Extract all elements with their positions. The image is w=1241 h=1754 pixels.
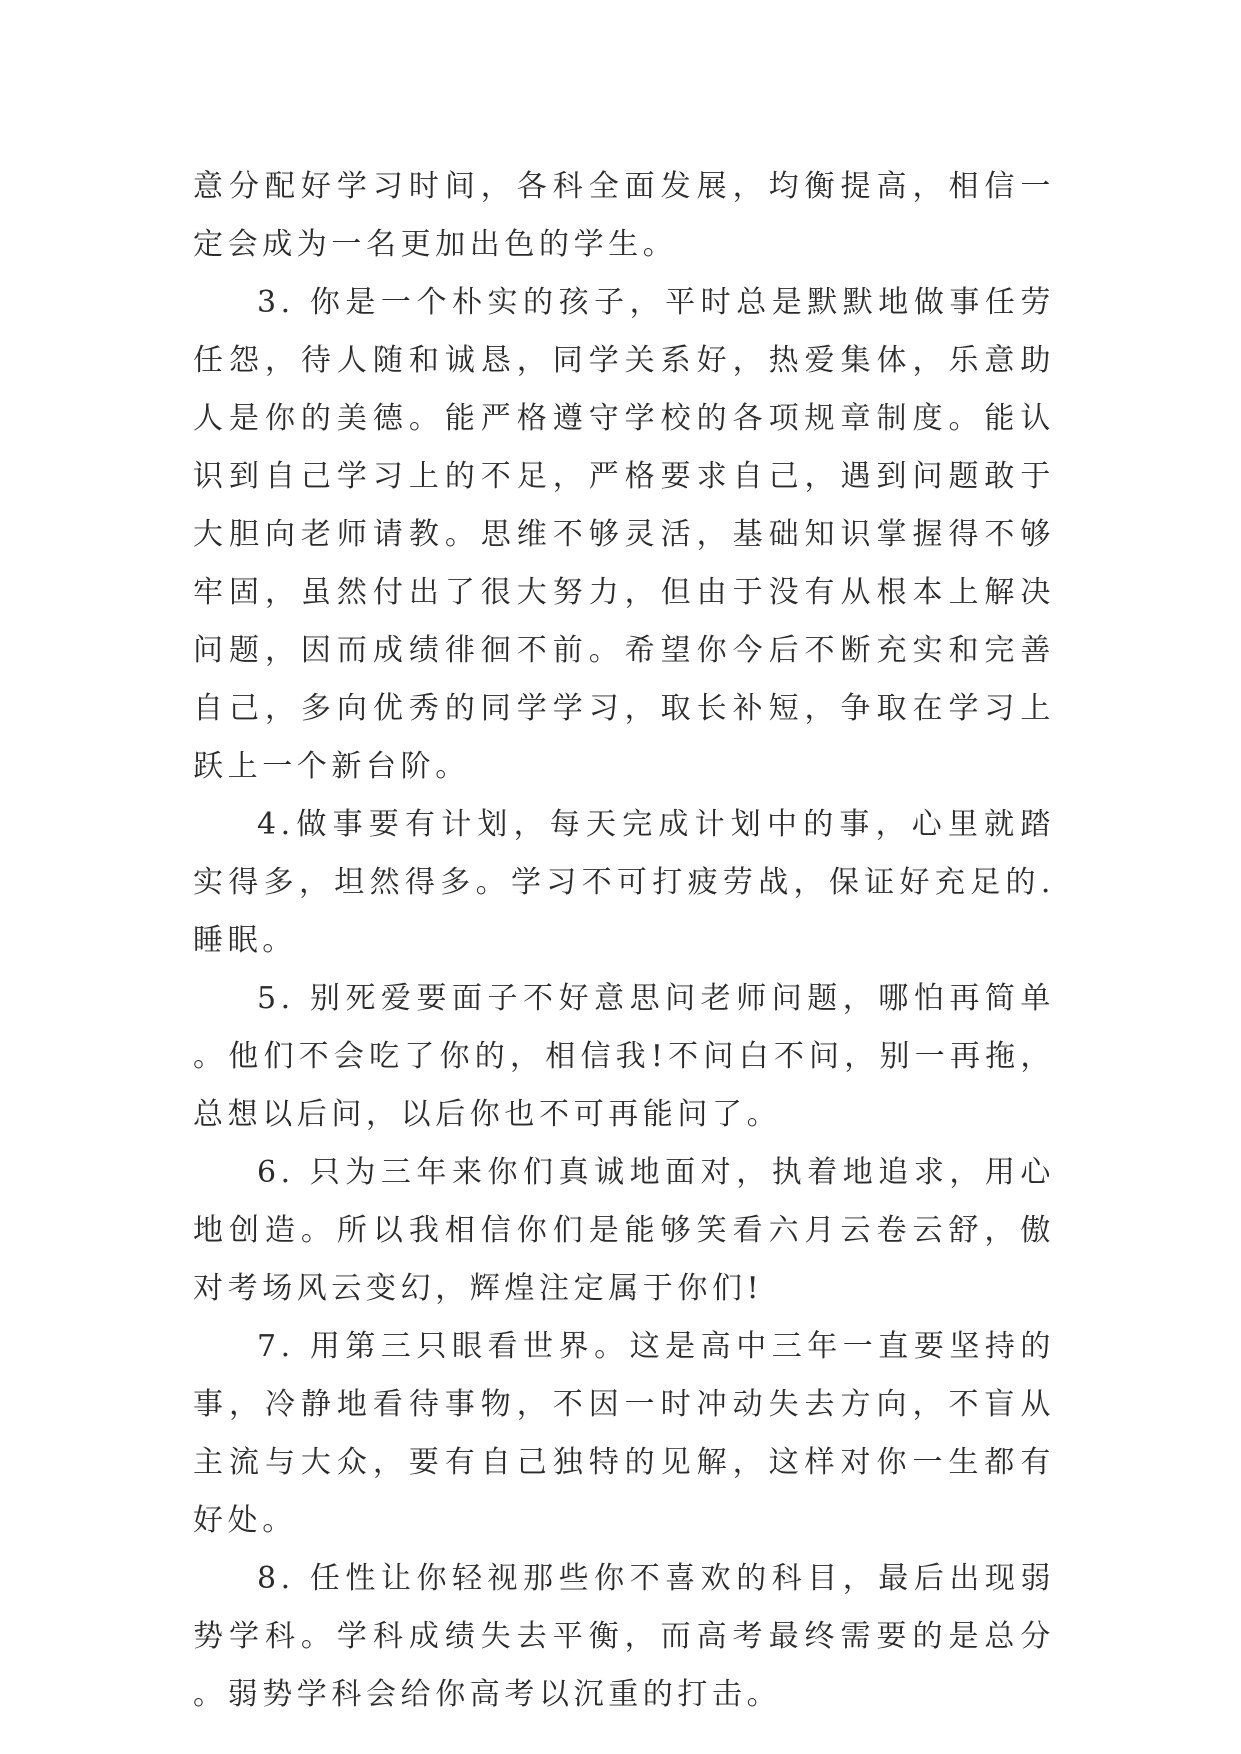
paragraph-item-8: 8. 任性让你轻视那些你不喜欢的科目，最后出现弱势学科。学科成绩失去平衡，而高考最终需要的是总分。弱势学科会给你高考以沉重的打击。 — [193, 1561, 1055, 1712]
paragraph-item-7: 7. 用第三只眼看世界。这是高中三年一直要坚持的事，冷静地看待事物，不因一时冲动失去方向，不盲从主流与大众，要有自己独特的见解，这样对你一生都有好处。 — [193, 1329, 1055, 1538]
document-body — [193, 158, 1055, 1724]
paragraph-item-5: 5. 别死爱要面子不好意思问老师问题，哪怕再简单。他们不会吃了你的，相信我!不问白不问，别一再拖，总想以后问，以后你也不可再能问了。 — [193, 981, 1055, 1132]
paragraph-item-3: 3. 你是一个朴实的孩子，平时总是默默地做事任劳任怨，待人随和诚恳，同学关系好，热爱集体，乐意助人是你的美德。能严格遵守学校的各项规章制度。能认识到自己学习上的不足，严格要求自己，遇到问题敢于大胆向老师请教。思维不够灵活，基础知识掌握得不够牢固，虽然付出了很大努力，但由于没有从根本上解决问题，因而成绩徘徊不前。希望你今后不断充实和完善自己，多向优秀的同学学习，取长补短，争取在学习上跃上一个新台阶。 — [193, 285, 1055, 784]
paragraph-item-6: 6. 只为三年来你们真诚地面对，执着地追求，用心地创造。所以我相信你们是能够笑看六月云卷云舒，傲对考场风云变幻，辉煌注定属于你们! — [193, 1155, 1055, 1306]
paragraph-item-4: 4.做事要有计划，每天完成计划中的事，心里就踏实得多，坦然得多。学习不可打疲劳战，保证好充足的.睡眠。 — [193, 807, 1055, 958]
paragraph-continuation: 意分配好学习时间，各科全面发展，均衡提高，相信一定会成为一名更加出色的学生。 — [193, 169, 1055, 262]
